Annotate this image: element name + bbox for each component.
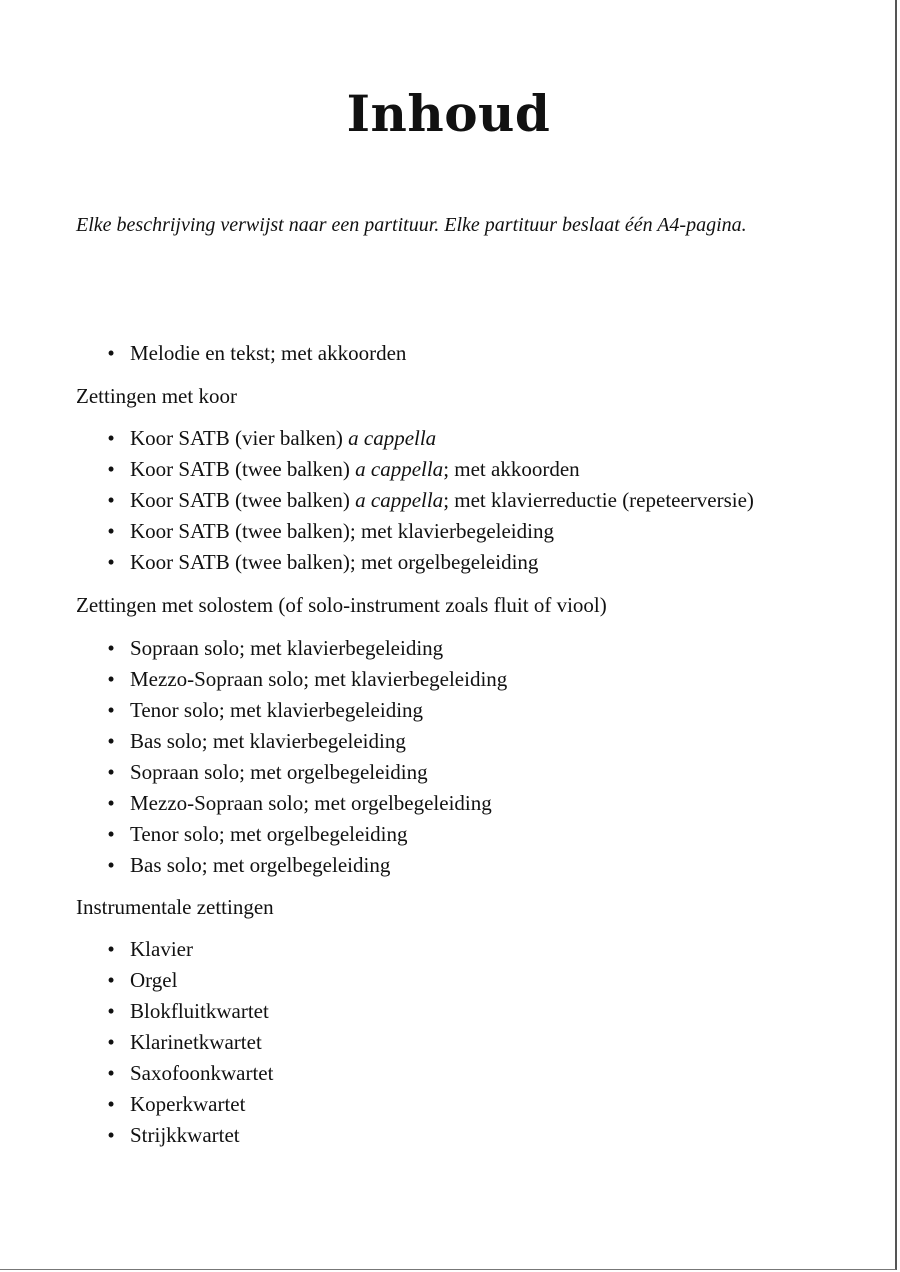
bullet-icon: • — [107, 853, 115, 877]
list-item: • Klavier — [76, 934, 273, 965]
section-heading-choir: Zettingen met koor — [76, 384, 237, 408]
bullet-icon: • — [107, 791, 115, 815]
list-item: • Koor SATB (twee balken); met klavierbegeleiding — [76, 516, 754, 547]
choir-list — [76, 423, 754, 578]
bullet-icon: • — [107, 937, 115, 961]
list-item: • Orgel — [76, 965, 273, 996]
list-item: • Sopraan solo; met orgelbegeleiding — [76, 757, 507, 788]
list-item: • Blokfluitkwartet — [76, 996, 273, 1027]
bullet-icon: • — [107, 760, 115, 784]
bullet-icon: • — [107, 636, 115, 660]
list-item: • Melodie en tekst; met akkoorden — [76, 338, 406, 369]
bullet-icon: • — [107, 488, 115, 512]
bullet-icon: • — [107, 519, 115, 543]
bullet-icon: • — [107, 1123, 115, 1147]
list-item: • Koor SATB (twee balken) a cappella; met klavierreductie (repeteerversie) — [76, 485, 754, 516]
list-item: • Klarinetkwartet — [76, 1027, 273, 1058]
bullet-icon: • — [107, 1092, 115, 1116]
bullet-icon: • — [107, 999, 115, 1023]
list-item: • Tenor solo; met orgelbegeleiding — [76, 819, 507, 850]
list-item: • Mezzo-Sopraan solo; met klavierbegeleiding — [76, 664, 507, 695]
list-item: • Koor SATB (vier balken) a cappella — [76, 423, 754, 454]
list-item: • Tenor solo; met klavierbegeleiding — [76, 695, 507, 726]
page-title: Inhoud — [346, 84, 551, 143]
bullet-icon: • — [107, 667, 115, 691]
bullet-icon: • — [107, 1030, 115, 1054]
solo-list — [76, 633, 507, 881]
list-item: • Mezzo-Sopraan solo; met orgelbegeleiding — [76, 788, 507, 819]
intro-text: Elke beschrijving verwijst naar een partituur. Elke partituur beslaat één A4-pagina. — [76, 214, 747, 236]
instrumental-list — [76, 934, 273, 1151]
list-item: • Koor SATB (twee balken) a cappella; met akkoorden — [76, 454, 754, 485]
section-heading-instrumental: Instrumentale zettingen — [76, 895, 274, 919]
list-item: • Bas solo; met klavierbegeleiding — [76, 726, 507, 757]
section-heading-solo: Zettingen met solostem (of solo-instrument zoals fluit of viool) — [76, 593, 607, 617]
bullet-icon: • — [107, 1061, 115, 1085]
bullet-icon: • — [107, 457, 115, 481]
general-list — [76, 338, 406, 369]
list-item: • Bas solo; met orgelbegeleiding — [76, 850, 507, 881]
bullet-icon: • — [107, 968, 115, 992]
bullet-icon: • — [107, 822, 115, 846]
list-item: • Sopraan solo; met klavierbegeleiding — [76, 633, 507, 664]
list-item: • Koperkwartet — [76, 1089, 273, 1120]
list-item: • Saxofoonkwartet — [76, 1058, 273, 1089]
bullet-icon: • — [107, 698, 115, 722]
bullet-icon: • — [107, 729, 115, 753]
bullet-icon: • — [107, 426, 115, 450]
list-item: • Strijkkwartet — [76, 1120, 273, 1151]
list-item: • Koor SATB (twee balken); met orgelbegeleiding — [76, 547, 754, 578]
bullet-icon: • — [107, 341, 115, 365]
bullet-icon: • — [107, 550, 115, 574]
